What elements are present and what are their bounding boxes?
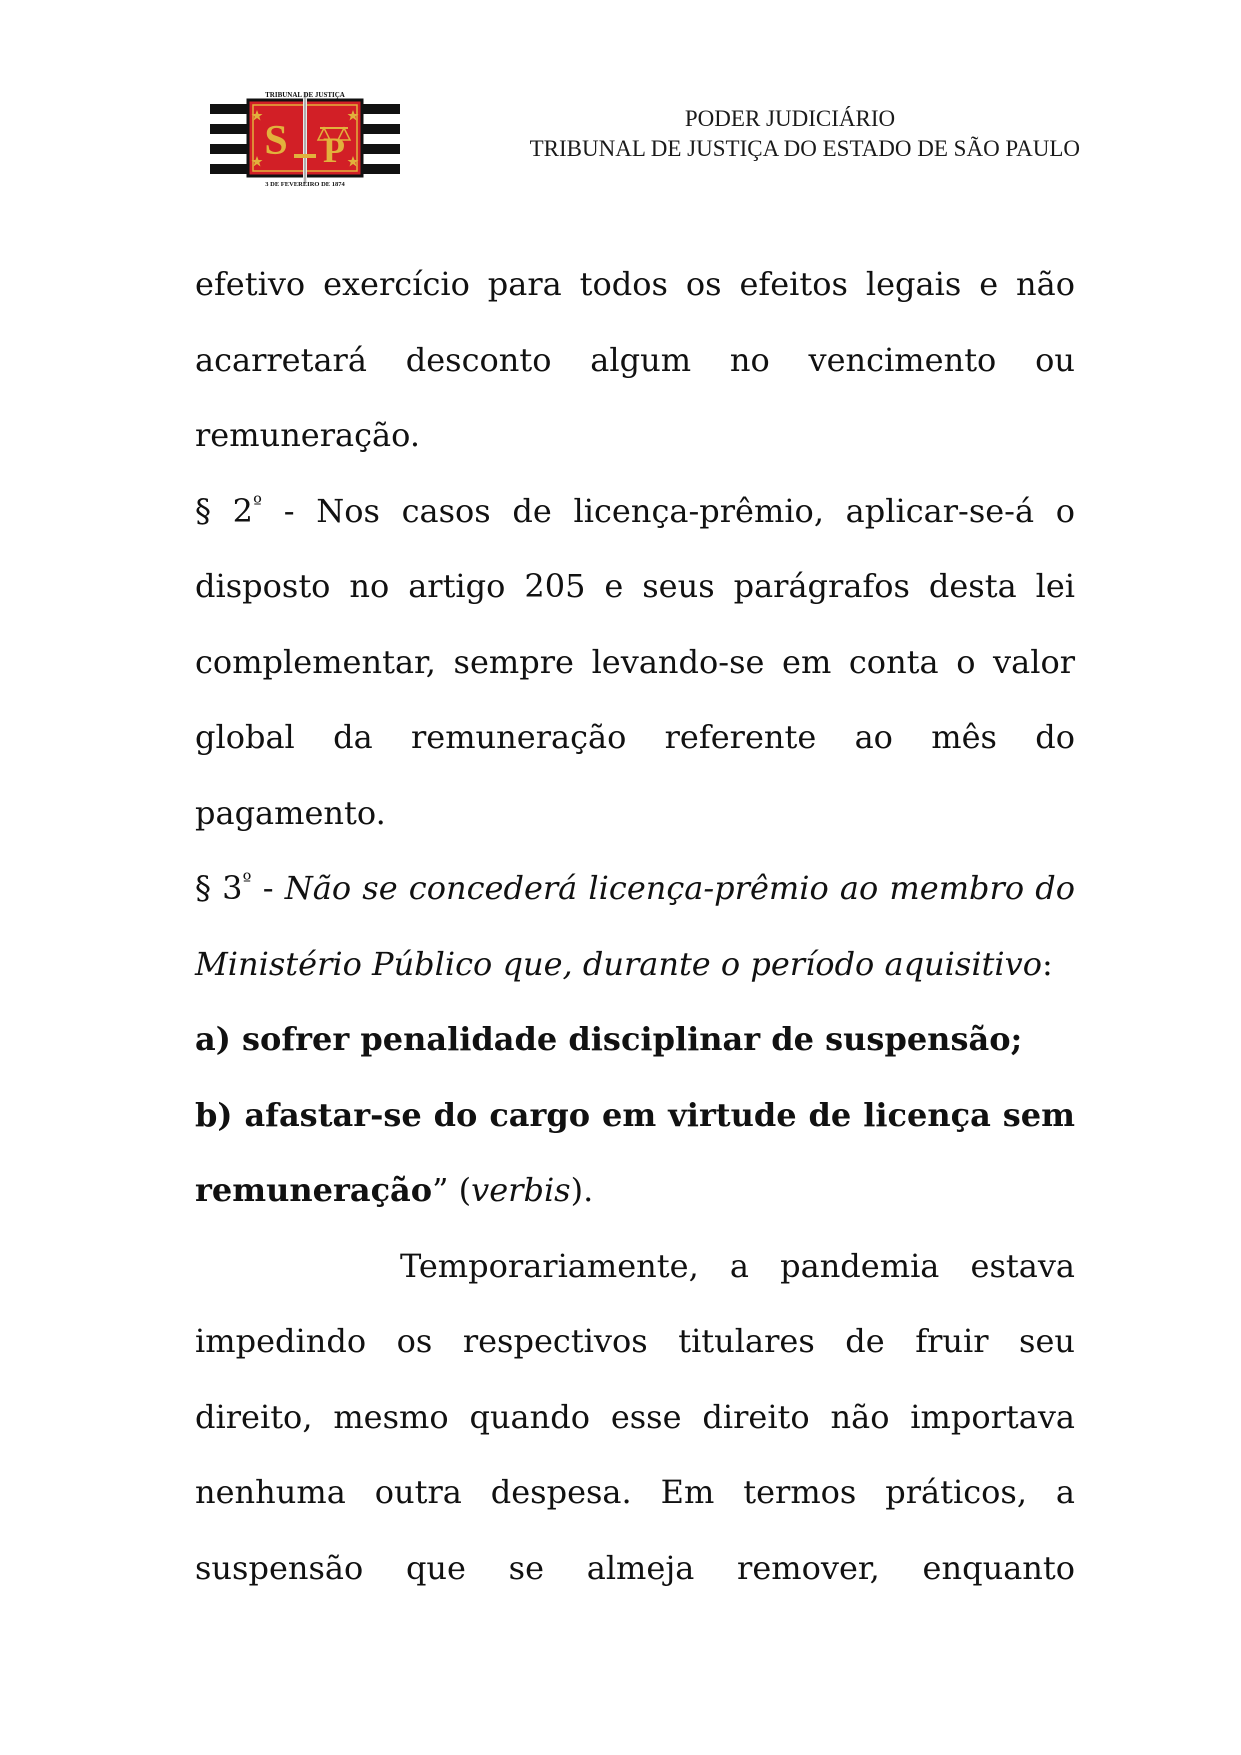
logo-letter-right: P [323, 130, 345, 170]
list-item-b: b) afastar-se do cargo em virtude de licença sem [195, 1095, 1075, 1134]
body-line: efetivo exercício para todos os efeitos legais e não [195, 265, 1075, 303]
body-line: global da remuneração referente ao mês do [195, 718, 1075, 756]
ordinal-mark: º [253, 491, 263, 515]
paragraph-2-text: - Nos casos de licença-prêmio, aplicar-se-á o [262, 491, 1076, 530]
logo-bottom-text: 3 DE FEVEREIRO DE 1874 [265, 181, 345, 188]
italic-quote-text: Ministério Público que, durante o período aquisitivo [195, 944, 1042, 983]
italic-quote-text: Não se concederá licença-prêmio ao membro do [284, 869, 1076, 907]
section-symbol-3: § 3 [195, 869, 243, 907]
list-item-a: a) sofrer penalidade disciplinar de suspensão; [195, 1020, 1023, 1058]
paragraph-4-line: Temporariamente, a pandemia estava [400, 1246, 1075, 1285]
tjsp-coat-of-arms-logo [210, 88, 400, 188]
document-body [195, 247, 1075, 1606]
body-line: suspensão que se almeja remover, enquanto [195, 1548, 1075, 1587]
paragraph-3-line [195, 851, 1075, 927]
body-line: impedindo os respectivos titulares de fruir seu [195, 1322, 1075, 1360]
verbis-italic: verbis [471, 1171, 571, 1209]
bold-text: remuneração [195, 1171, 433, 1209]
body-line: disposto no artigo 205 e seus parágrafos desta lei [195, 567, 1075, 605]
body-line: acarretará desconto algum no vencimento ou [195, 340, 1075, 379]
logo-top-text: TRIBUNAL DE JUSTIÇA [265, 91, 345, 99]
ordinal-mark: º [242, 868, 252, 892]
list-item-b-end [195, 1153, 1075, 1229]
paragraph-2-line [195, 474, 1075, 550]
closing-quote: ” ( [432, 1171, 472, 1209]
body-line: nenhuma outra despesa. Em termos práticos, a [195, 1473, 1075, 1511]
paragraph-3-line [195, 927, 1075, 1003]
body-line: pagamento. [195, 793, 386, 832]
section-symbol-2: § 2 [195, 491, 254, 530]
body-line: remuneração. [195, 416, 420, 454]
closing-paren: ). [570, 1171, 594, 1209]
header-line-poder-judiciario: PODER JUDICIÁRIO [684, 106, 896, 131]
body-line: direito, mesmo quando esse direito não importava [195, 1397, 1075, 1436]
colon: : [1041, 944, 1053, 983]
logo-letter-left: S [264, 118, 288, 164]
dash: - [251, 869, 285, 907]
header-title-block [440, 104, 1080, 164]
body-line: complementar, sempre levando-se em conta o valor [195, 642, 1075, 681]
header-line-tribunal: TRIBUNAL DE JUSTIÇA DO ESTADO DE SÃO PAULO [529, 136, 1080, 161]
